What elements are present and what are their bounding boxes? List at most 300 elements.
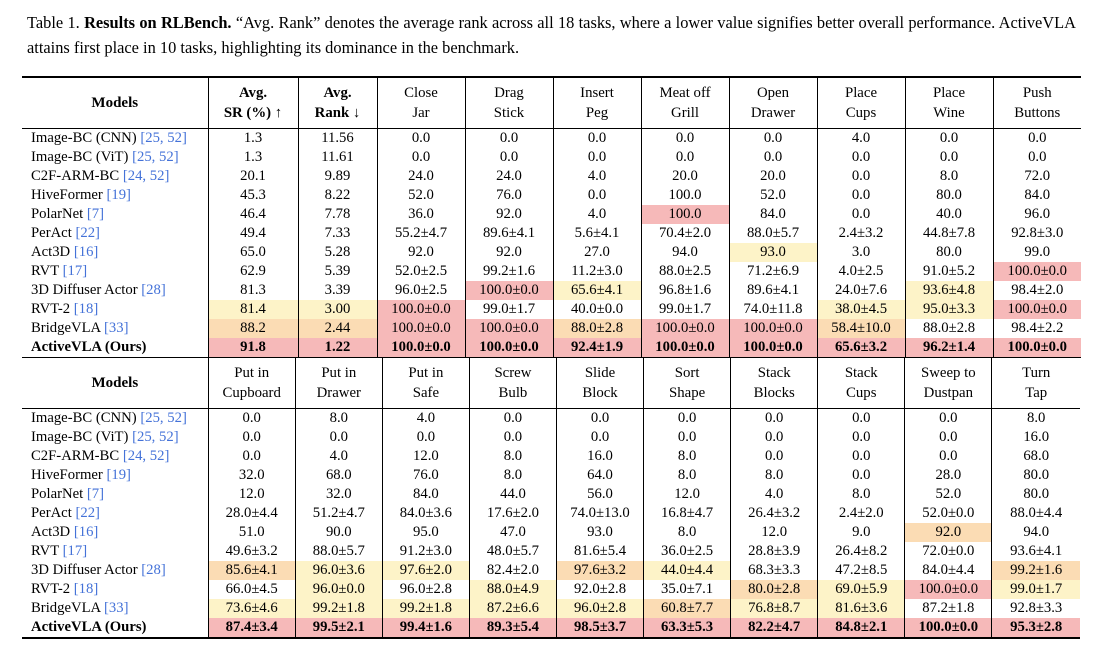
- task-column-header: Sort Shape: [644, 358, 731, 409]
- value-cell: 0.0: [905, 148, 993, 167]
- model-cell: [22, 561, 208, 580]
- model-name: ActiveVLA (Ours): [31, 339, 147, 355]
- value-cell: 99.4±1.6: [382, 618, 469, 638]
- task-column-header: Place Cups: [817, 77, 905, 129]
- value-cell: 93.6±4.1: [992, 542, 1080, 561]
- value-cell: 0.0: [817, 205, 905, 224]
- value-cell: 99.2±1.8: [382, 599, 469, 618]
- model-name: RVT: [31, 543, 59, 559]
- value-cell: 24.0: [465, 167, 553, 186]
- value-cell: 99.0±1.7: [465, 300, 553, 319]
- model-name: PolarNet: [31, 206, 84, 222]
- value-cell: 100.0: [641, 205, 729, 224]
- model-cell: [22, 466, 208, 485]
- value-cell: 9.89: [298, 167, 377, 186]
- citation-link[interactable]: [17]: [62, 263, 88, 279]
- task-column-header: Screw Bulb: [469, 358, 556, 409]
- table-row: [22, 485, 1080, 504]
- value-cell: 82.4±2.0: [469, 561, 556, 580]
- rlbench-table-top: [22, 76, 1081, 358]
- value-cell: 100.0±0.0: [377, 300, 465, 319]
- citation-link[interactable]: [33]: [104, 320, 129, 336]
- citation-link[interactable]: [25, 52]: [132, 149, 179, 165]
- task-column-header: Close Jar: [377, 77, 465, 129]
- value-cell: 40.0: [905, 205, 993, 224]
- table-row: [22, 338, 1081, 358]
- value-cell: 1.3: [208, 148, 298, 167]
- value-cell: 26.4±8.2: [818, 542, 905, 561]
- value-cell: 97.6±3.2: [556, 561, 643, 580]
- value-cell: 94.0: [992, 523, 1080, 542]
- table-row: [22, 186, 1081, 205]
- model-cell: [22, 129, 208, 149]
- value-cell: 92.0±2.8: [556, 580, 643, 599]
- value-cell: 24.0±7.6: [817, 281, 905, 300]
- value-cell: 87.4±3.4: [208, 618, 295, 638]
- value-cell: 2.4±2.0: [818, 504, 905, 523]
- task-column-header: Stack Blocks: [731, 358, 818, 409]
- value-cell: 72.0: [993, 167, 1081, 186]
- value-cell: 80.0: [992, 485, 1080, 504]
- value-cell: 88.0±4.4: [992, 504, 1080, 523]
- value-cell: 96.0: [993, 205, 1081, 224]
- value-cell: 52.0±0.0: [905, 504, 992, 523]
- model-cell: [22, 580, 208, 599]
- value-cell: 68.0: [295, 466, 382, 485]
- model-name: RVT: [31, 263, 59, 279]
- model-name: PerAct: [31, 505, 72, 521]
- citation-link[interactable]: [22]: [75, 505, 100, 521]
- value-cell: 56.0: [556, 485, 643, 504]
- value-cell: 99.2±1.6: [465, 262, 553, 281]
- citation-link[interactable]: [16]: [73, 244, 99, 260]
- model-name: ActiveVLA (Ours): [31, 619, 147, 635]
- value-cell: 44.0±4.4: [644, 561, 731, 580]
- value-cell: 27.0: [553, 243, 641, 262]
- value-cell: 28.0: [905, 466, 992, 485]
- task-column-header: Insert Peg: [553, 77, 641, 129]
- value-cell: 4.0: [295, 447, 382, 466]
- value-cell: 0.0: [905, 447, 992, 466]
- value-cell: 100.0±0.0: [729, 319, 817, 338]
- value-cell: 96.2±1.4: [905, 338, 993, 358]
- rlbench-table-bottom: [22, 358, 1080, 639]
- value-cell: 62.9: [208, 262, 298, 281]
- value-cell: 91.8: [208, 338, 298, 358]
- model-name: Image-BC (CNN): [31, 130, 137, 146]
- value-cell: 2.4±3.2: [817, 224, 905, 243]
- model-name: 3D Diffuser Actor: [31, 282, 138, 298]
- model-name: HiveFormer: [31, 187, 103, 203]
- model-cell: [22, 599, 208, 618]
- citation-link[interactable]: [19]: [106, 467, 131, 483]
- value-cell: 0.0: [817, 186, 905, 205]
- value-cell: 92.0: [465, 243, 553, 262]
- value-cell: 0.0: [208, 428, 295, 447]
- value-cell: 0.0: [905, 428, 992, 447]
- value-cell: 36.0±2.5: [644, 542, 731, 561]
- value-cell: 81.6±3.6: [818, 599, 905, 618]
- value-cell: 81.4: [208, 300, 298, 319]
- task-column-header: Place Wine: [905, 77, 993, 129]
- value-cell: 9.0: [818, 523, 905, 542]
- task-column-header: Meat off Grill: [641, 77, 729, 129]
- model-name: 3D Diffuser Actor: [31, 562, 138, 578]
- caption-body: “Avg. Rank” denotes the average rank across all 18 tasks, where a lower value signifies better overall performance. ActiveVLA attains first place in 10 tasks, highlighting its dominance in the benchmark.: [27, 13, 1076, 57]
- citation-link[interactable]: [17]: [62, 543, 88, 559]
- value-cell: 5.6±4.1: [553, 224, 641, 243]
- model-name: PerAct: [31, 225, 72, 241]
- citation-link[interactable]: [7]: [86, 206, 105, 222]
- value-cell: 89.6±4.1: [729, 281, 817, 300]
- value-cell: 0.0: [644, 409, 731, 429]
- value-cell: 47.0: [469, 523, 556, 542]
- value-cell: 96.0±2.8: [556, 599, 643, 618]
- model-cell: [22, 338, 208, 358]
- citation-link[interactable]: [24, 52]: [122, 448, 170, 464]
- model-cell: [22, 148, 208, 167]
- value-cell: 88.0±2.5: [641, 262, 729, 281]
- task-column-header: Drag Stick: [465, 77, 553, 129]
- value-cell: 52.0±2.5: [377, 262, 465, 281]
- value-cell: 95.0±3.3: [905, 300, 993, 319]
- value-cell: 89.3±5.4: [469, 618, 556, 638]
- value-cell: 17.6±2.0: [469, 504, 556, 523]
- value-cell: 0.0: [729, 129, 817, 149]
- value-cell: 100.0±0.0: [377, 319, 465, 338]
- citation-link[interactable]: [25, 52]: [140, 130, 187, 146]
- value-cell: 0.0: [382, 428, 469, 447]
- value-cell: 84.0±3.6: [382, 504, 469, 523]
- value-cell: 91.2±3.0: [382, 542, 469, 561]
- value-cell: 16.8±4.7: [644, 504, 731, 523]
- model-name: PolarNet: [31, 486, 84, 502]
- value-cell: 26.4±3.2: [731, 504, 818, 523]
- value-cell: 0.0: [731, 409, 818, 429]
- model-cell: [22, 523, 208, 542]
- value-cell: 7.33: [298, 224, 377, 243]
- value-cell: 81.3: [208, 281, 298, 300]
- value-cell: 5.39: [298, 262, 377, 281]
- value-cell: 80.0: [905, 243, 993, 262]
- value-cell: 8.0: [295, 409, 382, 429]
- model-name: BridgeVLA: [31, 320, 101, 336]
- citation-link[interactable]: [19]: [106, 187, 131, 203]
- value-cell: 74.0±13.0: [556, 504, 643, 523]
- value-cell: 0.0: [465, 129, 553, 149]
- value-cell: 0.0: [553, 129, 641, 149]
- value-cell: 8.0: [905, 167, 993, 186]
- value-cell: 0.0: [993, 129, 1081, 149]
- value-cell: 44.0: [469, 485, 556, 504]
- model-cell: [22, 319, 208, 338]
- value-cell: 0.0: [556, 409, 643, 429]
- model-cell: [22, 447, 208, 466]
- value-cell: 0.0: [817, 167, 905, 186]
- value-cell: 87.2±1.8: [905, 599, 992, 618]
- value-cell: 100.0±0.0: [905, 580, 992, 599]
- model-cell: [22, 428, 208, 447]
- model-cell: [22, 485, 208, 504]
- table-row: [22, 205, 1081, 224]
- task-column-header: Open Drawer: [729, 77, 817, 129]
- value-cell: 97.6±2.0: [382, 561, 469, 580]
- value-cell: 0.0: [731, 447, 818, 466]
- value-cell: 11.61: [298, 148, 377, 167]
- value-cell: 99.2±1.6: [992, 561, 1080, 580]
- value-cell: 0.0: [295, 428, 382, 447]
- value-cell: 4.0: [731, 485, 818, 504]
- value-cell: 95.3±2.8: [992, 618, 1080, 638]
- task-column-header: Sweep to Dustpan: [905, 358, 992, 409]
- value-cell: 51.0: [208, 523, 295, 542]
- value-cell: 0.0: [553, 186, 641, 205]
- value-cell: 65.6±4.1: [553, 281, 641, 300]
- value-cell: 0.0: [818, 409, 905, 429]
- citation-link[interactable]: [22]: [75, 225, 100, 241]
- value-cell: 0.0: [641, 148, 729, 167]
- task-column-header: Turn Tap: [992, 358, 1080, 409]
- value-cell: 84.0: [382, 485, 469, 504]
- value-cell: 100.0±0.0: [993, 338, 1081, 358]
- value-cell: 0.0: [905, 409, 992, 429]
- citation-link[interactable]: [16]: [73, 524, 99, 540]
- results-tables: [22, 76, 1102, 639]
- value-cell: 84.0: [729, 205, 817, 224]
- value-cell: 20.0: [729, 167, 817, 186]
- models-column-header: Models: [22, 358, 208, 409]
- value-cell: 96.0±3.6: [295, 561, 382, 580]
- value-cell: 88.0±5.7: [729, 224, 817, 243]
- value-cell: 93.6±4.8: [905, 281, 993, 300]
- model-cell: [22, 542, 208, 561]
- value-cell: 100.0±0.0: [465, 281, 553, 300]
- value-cell: 55.2±4.7: [377, 224, 465, 243]
- value-cell: 3.00: [298, 300, 377, 319]
- citation-link[interactable]: [24, 52]: [122, 168, 170, 184]
- value-cell: 80.0±2.8: [731, 580, 818, 599]
- value-cell: 99.0±1.7: [641, 300, 729, 319]
- model-name: BridgeVLA: [31, 600, 101, 616]
- value-cell: 0.0: [553, 148, 641, 167]
- value-cell: 48.0±5.7: [469, 542, 556, 561]
- value-cell: 0.0: [208, 409, 295, 429]
- value-cell: 38.0±4.5: [817, 300, 905, 319]
- value-cell: 52.0: [377, 186, 465, 205]
- value-cell: 84.0±4.4: [905, 561, 992, 580]
- value-cell: 93.0: [729, 243, 817, 262]
- model-name: HiveFormer: [31, 467, 103, 483]
- value-cell: 4.0: [553, 167, 641, 186]
- value-cell: 100.0±0.0: [905, 618, 992, 638]
- value-cell: 32.0: [295, 485, 382, 504]
- value-cell: 2.44: [298, 319, 377, 338]
- table-row: [22, 148, 1081, 167]
- value-cell: 0.0: [469, 409, 556, 429]
- value-cell: 20.0: [641, 167, 729, 186]
- value-cell: 16.0: [556, 447, 643, 466]
- value-cell: 0.0: [469, 428, 556, 447]
- caption-label: Table 1.: [27, 13, 80, 32]
- model-name: Act3D: [31, 244, 71, 260]
- citation-link[interactable]: [7]: [86, 486, 105, 502]
- value-cell: 58.4±10.0: [817, 319, 905, 338]
- value-cell: 100.0±0.0: [465, 338, 553, 358]
- value-cell: 24.0: [377, 167, 465, 186]
- citation-link[interactable]: [33]: [104, 600, 129, 616]
- citation-link[interactable]: [18]: [73, 581, 99, 597]
- value-cell: 11.2±3.0: [553, 262, 641, 281]
- value-cell: 52.0: [729, 186, 817, 205]
- table-row: [22, 599, 1080, 618]
- model-cell: [22, 504, 208, 523]
- table-row: [22, 447, 1080, 466]
- value-cell: 69.0±5.9: [818, 580, 905, 599]
- value-cell: 96.8±1.6: [641, 281, 729, 300]
- value-cell: 73.6±4.6: [208, 599, 295, 618]
- citation-link[interactable]: [28]: [141, 282, 166, 298]
- value-cell: 0.0: [818, 466, 905, 485]
- table-row: [22, 428, 1080, 447]
- model-name: Image-BC (CNN): [31, 410, 137, 426]
- value-cell: 8.22: [298, 186, 377, 205]
- value-cell: 80.0: [905, 186, 993, 205]
- task-column-header: Put in Cupboard: [208, 358, 295, 409]
- value-cell: 99.0±1.7: [992, 580, 1080, 599]
- table-row: [22, 542, 1080, 561]
- value-cell: 4.0: [817, 129, 905, 149]
- model-cell: [22, 300, 208, 319]
- value-cell: 0.0: [905, 129, 993, 149]
- model-cell: [22, 167, 208, 186]
- value-cell: 84.8±2.1: [818, 618, 905, 638]
- model-name: Act3D: [31, 524, 71, 540]
- value-cell: 92.8±3.3: [992, 599, 1080, 618]
- value-cell: 95.0: [382, 523, 469, 542]
- value-cell: 20.1: [208, 167, 298, 186]
- caption-title: Results on RLBench.: [84, 13, 232, 32]
- model-name: Image-BC (ViT): [31, 429, 129, 445]
- value-cell: 70.4±2.0: [641, 224, 729, 243]
- table-row: [22, 523, 1080, 542]
- value-cell: 100.0±0.0: [377, 338, 465, 358]
- value-cell: 12.0: [644, 485, 731, 504]
- value-cell: 0.0: [731, 428, 818, 447]
- value-cell: 8.0: [992, 409, 1080, 429]
- value-cell: 0.0: [377, 148, 465, 167]
- value-cell: 8.0: [469, 447, 556, 466]
- value-cell: 0.0: [729, 148, 817, 167]
- value-cell: 1.22: [298, 338, 377, 358]
- value-cell: 0.0: [641, 129, 729, 149]
- value-cell: 11.56: [298, 129, 377, 149]
- model-cell: [22, 186, 208, 205]
- value-cell: 89.6±4.1: [465, 224, 553, 243]
- citation-link[interactable]: [25, 52]: [140, 410, 187, 426]
- value-cell: 88.0±4.9: [469, 580, 556, 599]
- table-row: [22, 466, 1080, 485]
- value-cell: 44.8±7.8: [905, 224, 993, 243]
- model-name: Image-BC (ViT): [31, 149, 129, 165]
- value-cell: 72.0±0.0: [905, 542, 992, 561]
- value-cell: 100.0±0.0: [993, 262, 1081, 281]
- value-cell: 36.0: [377, 205, 465, 224]
- model-cell: [22, 243, 208, 262]
- value-cell: 0.0: [818, 428, 905, 447]
- value-cell: 87.2±6.6: [469, 599, 556, 618]
- value-cell: 88.0±2.8: [553, 319, 641, 338]
- value-cell: 100.0±0.0: [993, 300, 1081, 319]
- citation-link[interactable]: [18]: [73, 301, 99, 317]
- model-name: C2F-ARM-BC: [31, 168, 120, 184]
- table-row: [22, 409, 1080, 429]
- value-cell: 0.0: [644, 428, 731, 447]
- value-cell: 100.0±0.0: [641, 319, 729, 338]
- task-column-header: Avg. SR (%) ↑: [208, 77, 298, 129]
- value-cell: 12.0: [731, 523, 818, 542]
- value-cell: 52.0: [905, 485, 992, 504]
- value-cell: 12.0: [382, 447, 469, 466]
- value-cell: 96.0±2.5: [377, 281, 465, 300]
- model-cell: [22, 224, 208, 243]
- value-cell: 3.39: [298, 281, 377, 300]
- value-cell: 92.8±3.0: [993, 224, 1081, 243]
- value-cell: 47.2±8.5: [818, 561, 905, 580]
- value-cell: 76.8±8.7: [731, 599, 818, 618]
- value-cell: 65.0: [208, 243, 298, 262]
- value-cell: 88.0±5.7: [295, 542, 382, 561]
- value-cell: 0.0: [818, 447, 905, 466]
- value-cell: 4.0: [382, 409, 469, 429]
- value-cell: 0.0: [208, 447, 295, 466]
- value-cell: 99.5±2.1: [295, 618, 382, 638]
- citation-link[interactable]: [28]: [141, 562, 166, 578]
- value-cell: 85.6±4.1: [208, 561, 295, 580]
- value-cell: 7.78: [298, 205, 377, 224]
- model-cell: [22, 618, 208, 638]
- citation-link[interactable]: [25, 52]: [132, 429, 179, 445]
- value-cell: 98.5±3.7: [556, 618, 643, 638]
- table-row: [22, 561, 1080, 580]
- value-cell: 60.8±7.7: [644, 599, 731, 618]
- value-cell: 32.0: [208, 466, 295, 485]
- value-cell: 90.0: [295, 523, 382, 542]
- task-column-header: Avg. Rank ↓: [298, 77, 377, 129]
- model-name: C2F-ARM-BC: [31, 448, 120, 464]
- value-cell: 88.2: [208, 319, 298, 338]
- model-cell: [22, 409, 208, 429]
- value-cell: 100.0: [641, 186, 729, 205]
- value-cell: 8.0: [644, 466, 731, 485]
- value-cell: 98.4±2.2: [993, 319, 1081, 338]
- value-cell: 5.28: [298, 243, 377, 262]
- value-cell: 99.2±1.8: [295, 599, 382, 618]
- model-name: RVT-2: [31, 581, 71, 597]
- value-cell: 76.0: [382, 466, 469, 485]
- value-cell: 4.0: [553, 205, 641, 224]
- models-column-header: Models: [22, 77, 208, 129]
- value-cell: 74.0±11.8: [729, 300, 817, 319]
- value-cell: 76.0: [465, 186, 553, 205]
- task-column-header: Put in Drawer: [295, 358, 382, 409]
- value-cell: 49.4: [208, 224, 298, 243]
- value-cell: 0.0: [465, 148, 553, 167]
- value-cell: 81.6±5.4: [556, 542, 643, 561]
- value-cell: 94.0: [641, 243, 729, 262]
- value-cell: 8.0: [469, 466, 556, 485]
- table-row: [22, 319, 1081, 338]
- value-cell: 4.0±2.5: [817, 262, 905, 281]
